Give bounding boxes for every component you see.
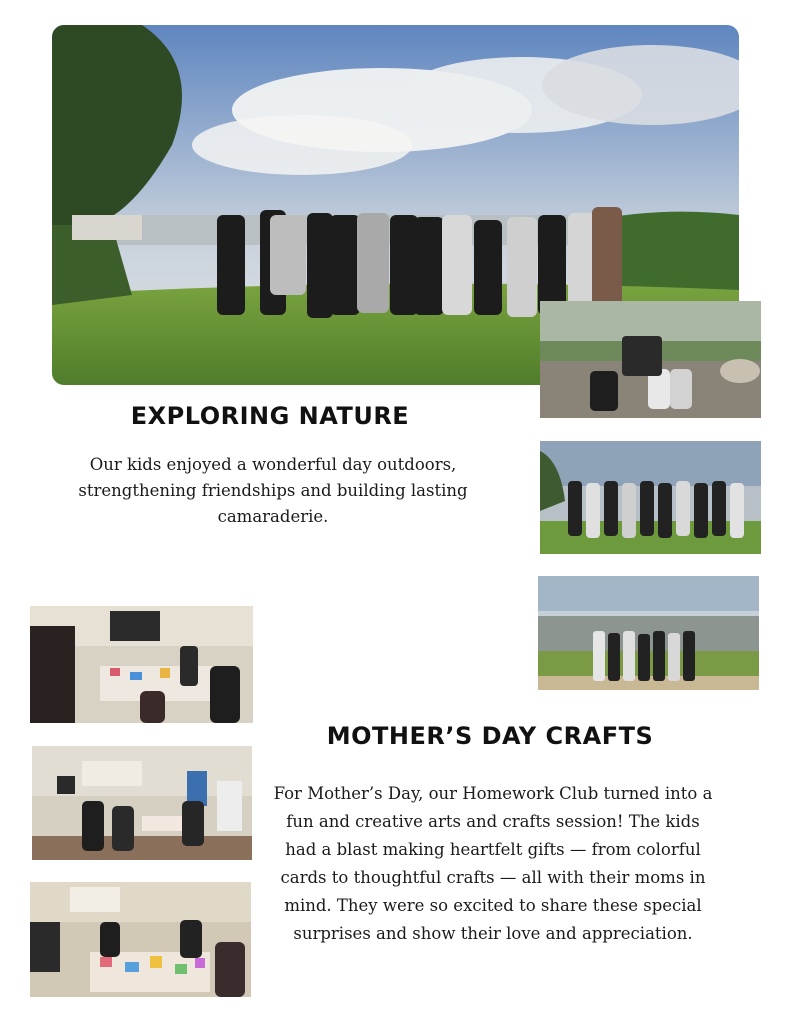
crafts-heading: MOTHER’S DAY CRAFTS <box>326 722 654 750</box>
crafts-body: For Mother’s Day, our Homework Club turned into a fun and creative arts and crafts session! The kids had a blast making heartfelt gifts — from colorful cards to thoughtful crafts — all with their moms in mind. They were so excited to share these special surprises and show their love and appreciation. <box>273 784 713 943</box>
classroom-crafts-photo-1 <box>30 606 253 723</box>
creek-group-photo <box>540 301 761 418</box>
hilltop-group-photo <box>540 441 761 554</box>
classroom-crafts-photo-3 <box>30 882 251 997</box>
overlook-group-photo <box>538 576 759 690</box>
classroom-crafts-photo-2 <box>32 746 252 860</box>
nature-heading: EXPLORING NATURE <box>130 402 410 430</box>
nature-body: Our kids enjoyed a wonderful day outdoors, strengthening friendships and building lasting camaraderie. <box>78 455 468 526</box>
